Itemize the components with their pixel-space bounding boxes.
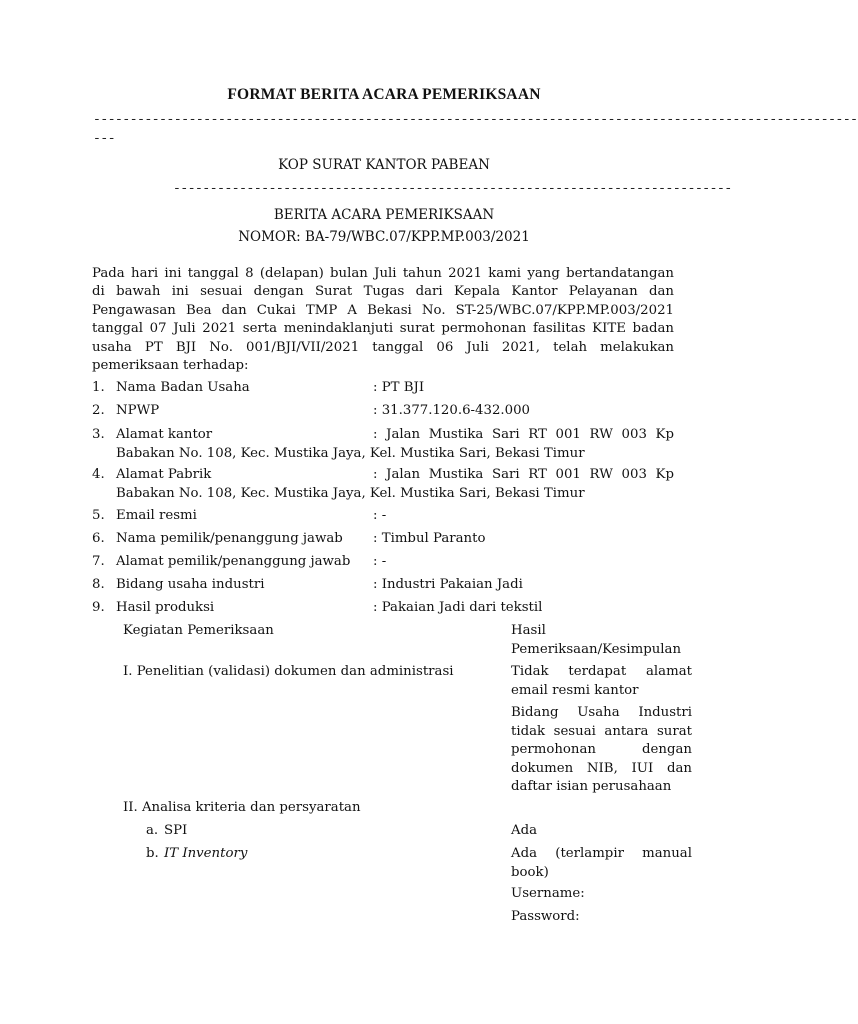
result-line: tidak sesuai antara surat <box>511 723 692 739</box>
divider-top-wrap: --- <box>93 131 116 146</box>
item-label: Alamat kantor <box>116 427 213 442</box>
sub-item-spi: SPI <box>164 823 188 838</box>
item-number: 8. <box>92 577 105 592</box>
intro-line: pemeriksaan terhadap: <box>92 358 249 374</box>
result-line: email resmi kantor <box>511 682 639 698</box>
sub-item-b-prefix: b. <box>146 846 159 861</box>
result-alamat-email <box>511 663 692 700</box>
item-value: : - <box>373 554 387 569</box>
item-number: 2. <box>92 403 105 418</box>
item-label: Bidang usaha industri <box>116 577 265 592</box>
document-number: NOMOR: BA-79/WBC.07/KPP.MP.003/2021 <box>238 229 530 245</box>
header-line: Hasil <box>511 623 546 638</box>
item-label: Email resmi <box>116 508 197 523</box>
divider-middle: ---------------------------------------------------------------------------- <box>173 181 732 196</box>
result-line: Bidang Usaha Industri <box>511 705 692 720</box>
sub-item-it-inventory: IT Inventory <box>164 846 248 861</box>
item-label: NPWP <box>116 403 160 418</box>
item-value: : Pakaian Jadi dari tekstil <box>373 600 543 615</box>
section-penelitian-dokumen: I. Penelitian (validasi) dokumen dan administrasi <box>123 664 454 679</box>
item-label: Nama pemilik/penanggung jawab <box>116 531 343 546</box>
result-bidang-usaha <box>511 704 692 797</box>
result-line: dokumen NIB, IUI dan <box>511 760 692 776</box>
item-value-continuation: Babakan No. 108, Kec. Mustika Jaya, Kel. Mustika Sari, Bekasi Timur <box>116 485 585 501</box>
intro-paragraph <box>92 265 674 375</box>
item-value: : PT BJI <box>373 380 425 395</box>
item-number: 7. <box>92 554 105 569</box>
item-number: 4. <box>92 467 105 482</box>
item-label: Alamat Pabrik <box>116 467 212 482</box>
result-line: book) <box>511 864 549 880</box>
username-label: Username: <box>511 886 585 901</box>
item-number: 6. <box>92 531 105 546</box>
sub-item-a-prefix: a. <box>146 823 159 838</box>
header-line: Pemeriksaan/Kesimpulan <box>511 641 682 657</box>
item-number: 3. <box>92 427 105 442</box>
intro-line: Pengawasan Bea dan Cukai TMP A Bekasi No. ST-25/WBC.07/KPP.MP.003/2021 <box>92 302 674 318</box>
item-value: : Industri Pakaian Jadi <box>373 577 523 592</box>
result-spi: Ada <box>511 823 538 838</box>
item-value: : Jalan Mustika Sari RT 001 RW 003 Kp <box>373 467 674 482</box>
section-analisa-kriteria: II. Analisa kriteria dan persyaratan <box>123 800 361 815</box>
kop-surat-label: KOP SURAT KANTOR PABEAN <box>278 157 490 173</box>
password-label: Password: <box>511 909 580 924</box>
item-value: : - <box>373 508 387 523</box>
item-number: 1. <box>92 380 105 395</box>
divider-top: -------------------------------------------------------------------------------------------------------- <box>93 112 858 127</box>
intro-line: di bawah ini sesuai dengan Surat Tugas dari Kepala Kantor Pelayanan dan <box>92 284 674 300</box>
table-header-hasil <box>511 622 692 659</box>
intro-line: usaha PT BJI No. 001/BJI/VII/2021 tanggal 06 Juli 2021, telah melakukan <box>92 339 674 355</box>
result-line: permohonan dengan <box>511 742 692 757</box>
table-header-kegiatan: Kegiatan Pemeriksaan <box>123 623 274 638</box>
item-label: Hasil produksi <box>116 600 215 615</box>
item-value: : Jalan Mustika Sari RT 001 RW 003 Kp <box>373 427 674 442</box>
item-label: Nama Badan Usaha <box>116 380 250 395</box>
document-heading: FORMAT BERITA ACARA PEMERIKSAAN <box>227 86 541 103</box>
item-label: Alamat pemilik/penanggung jawab <box>116 554 351 569</box>
item-value: : 31.377.120.6-432.000 <box>373 403 531 418</box>
item-value-continuation: Babakan No. 108, Kec. Mustika Jaya, Kel. Mustika Sari, Bekasi Timur <box>116 445 585 461</box>
document-title: BERITA ACARA PEMERIKSAAN <box>273 207 495 223</box>
intro-line: Pada hari ini tanggal 8 (delapan) bulan Juli tahun 2021 kami yang bertandatangan <box>92 266 674 281</box>
item-value: : Timbul Paranto <box>373 531 486 546</box>
item-number: 9. <box>92 600 105 615</box>
result-line: daftar isian perusahaan <box>511 779 672 794</box>
item-number: 5. <box>92 508 105 523</box>
intro-line: tanggal 07 Juli 2021 serta menindaklanjuti surat permohonan fasilitas KITE badan <box>92 321 674 337</box>
result-line: Tidak terdapat alamat <box>511 664 692 679</box>
result-it-inventory <box>511 845 692 882</box>
result-line: Ada (terlampir manual <box>511 846 692 861</box>
